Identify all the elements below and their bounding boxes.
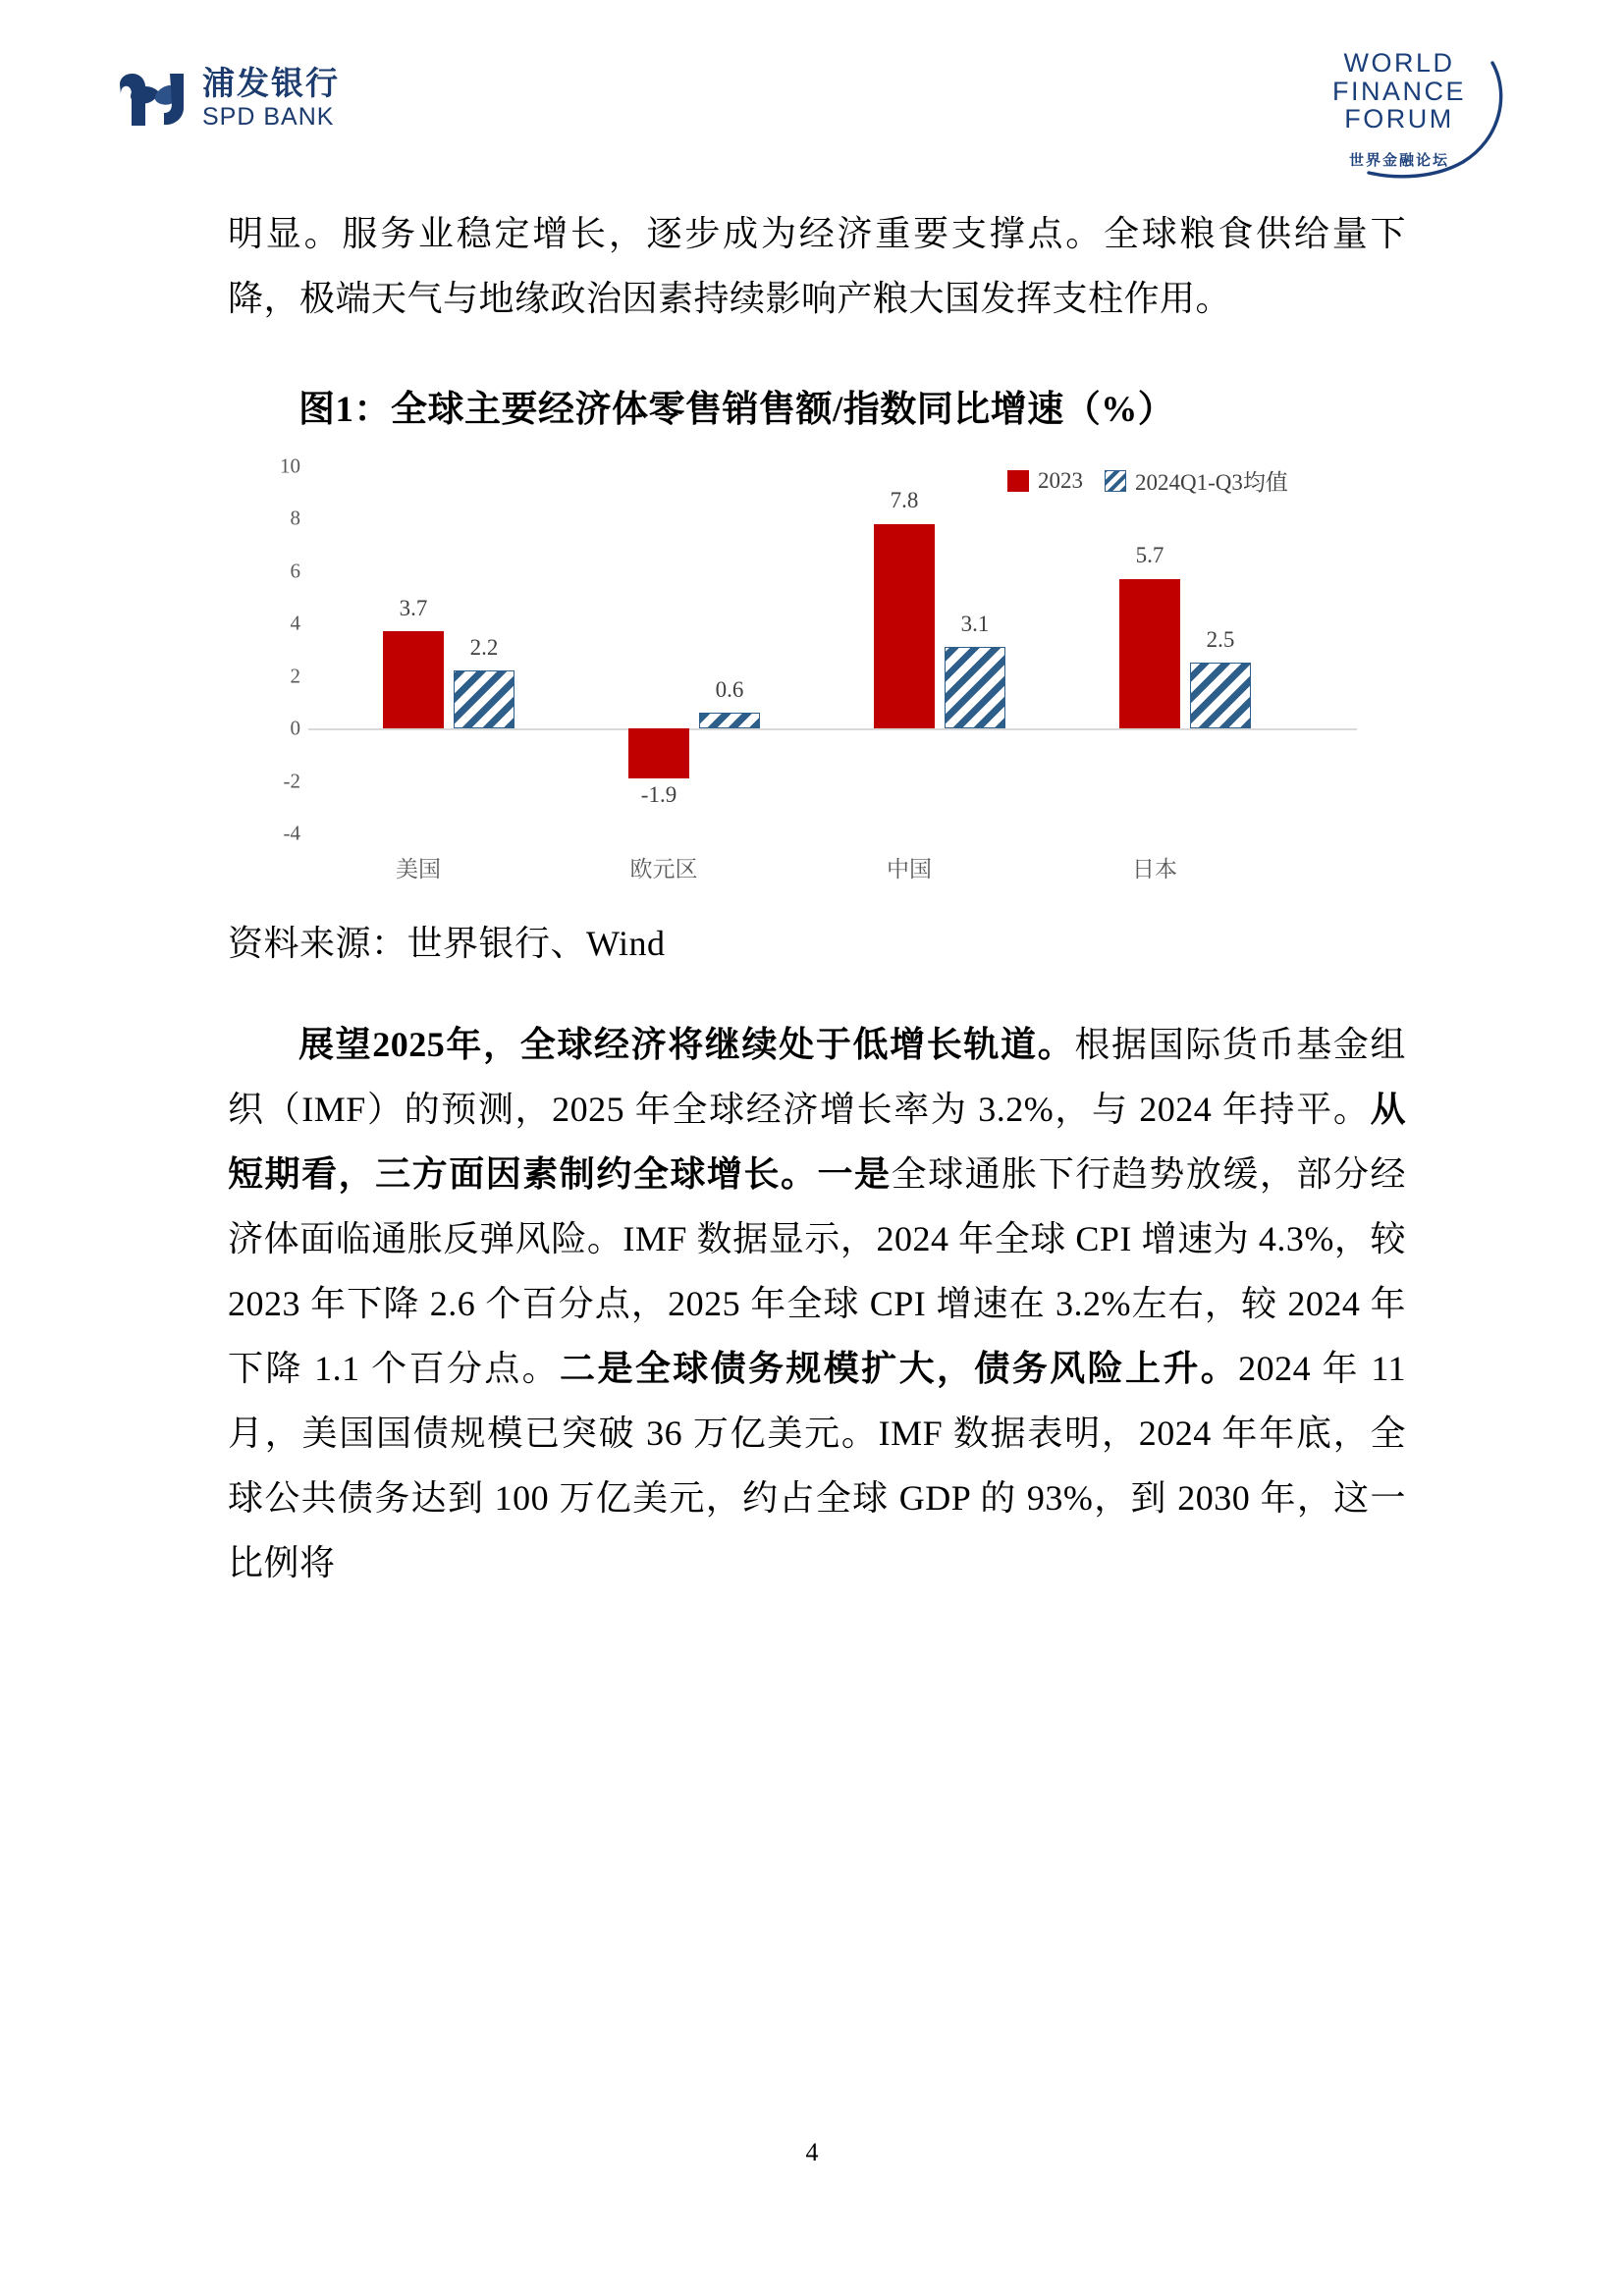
bar-japan-2024 <box>1190 663 1251 728</box>
bar-label-eurozone-2024: 0.6 <box>715 677 744 702</box>
y-tick-neg2: -2 <box>283 769 300 793</box>
y-tick-0: 0 <box>290 716 300 740</box>
chart-group-eurozone <box>573 466 819 881</box>
document-content <box>228 201 1406 1595</box>
page-header <box>0 47 1624 185</box>
spd-bank-english-name: SPD BANK <box>202 103 335 131</box>
bar-eurozone-2024 <box>699 713 760 728</box>
y-tick-4: 4 <box>290 611 300 635</box>
figure-1-chart <box>247 454 1357 881</box>
p2-bold-1: 展望2025年，全球经济将继续处于低增长轨道。 <box>298 1025 1075 1064</box>
paragraph-2 <box>228 1012 1406 1595</box>
y-tick-6: 6 <box>290 559 300 583</box>
spd-bank-chinese-name: 浦发银行 <box>202 65 340 101</box>
cat-label-japan: 日本 <box>1132 857 1177 881</box>
bar-us-2024 <box>454 670 514 728</box>
chart-plot-area <box>308 466 1357 881</box>
y-tick-10: 10 <box>280 454 300 478</box>
world-finance-forum-logo <box>1300 47 1536 180</box>
bar-label-japan-2024: 2.5 <box>1206 627 1235 652</box>
chart-y-axis <box>247 454 300 845</box>
p2-text-2: 全球通胀下行趋势放缓，部分经济体面临通胀反弹风险。IMF 数据显示，2024 年全球 CPI 增速为 4.3%，较 2023 年下降 2.6 个百分点，2025 年全球 CPI 增速在 3.2%左右，较 2024 年下降 1.1 个百分点。 <box>228 1154 1406 1388</box>
bar-label-us-2024: 2.2 <box>469 635 499 660</box>
bar-label-china-2024: 3.1 <box>960 612 990 636</box>
p2-text-1: 根据国际货币基金组织（IMF）的预测，2025 年全球经济增长率为 3.2%，与 2024 年持平。 <box>228 1025 1406 1129</box>
cat-label-eurozone: 欧元区 <box>629 857 698 881</box>
paragraph-2-text <box>228 1012 1406 1595</box>
p2-bold-2: 从短期看，三方面因素制约全球增长。一是 <box>228 1090 1406 1194</box>
p2-text-3: 2024 年 11 月，美国国债规模已突破 36 万亿美元。IMF 数据表明，2024 年年底，全球公共债务达到 100 万亿美元，约占全球 GDP 的 93%，到 2030 年，这一比例将 <box>228 1349 1406 1582</box>
page-number: 4 <box>805 2138 819 2166</box>
paragraph-1: 明显。服务业稳定增长，逐步成为经济重要支撑点。全球粮食供给量下降，极端天气与地缘政治因素持续影响产粮大国发挥支柱作用。 <box>228 214 1406 318</box>
chart-group-china <box>819 466 1064 881</box>
cat-label-china: 中国 <box>887 857 932 881</box>
bar-japan-2023 <box>1119 579 1180 728</box>
spd-bank-logo <box>116 67 340 130</box>
wff-wordmark <box>1306 49 1492 133</box>
y-tick-neg4: -4 <box>283 821 300 845</box>
p2-bold-3: 二是全球债务规模扩大，债务风险上升。 <box>560 1349 1239 1388</box>
y-tick-2: 2 <box>290 664 300 688</box>
wff-line-forum: FORUM <box>1344 104 1454 134</box>
bar-us-2023 <box>383 631 444 728</box>
y-tick-8: 8 <box>290 506 300 530</box>
figure-1-title: 图1：全球主要经济体零售销售额/指数同比增速（%） <box>298 390 1175 430</box>
bar-label-us-2023: 3.7 <box>399 596 428 620</box>
wff-chinese-name: 世界金融论坛 <box>1348 152 1449 169</box>
bar-label-eurozone-2023: -1.9 <box>640 782 677 807</box>
bar-eurozone-2023 <box>628 728 689 778</box>
chart-group-japan <box>1064 466 1310 881</box>
bar-china-2023 <box>874 524 935 729</box>
chart-group-us <box>328 466 573 881</box>
wff-line-finance: FINANCE <box>1331 76 1466 106</box>
legend-label-2023: 2023 <box>1038 467 1083 493</box>
wff-line-world: WORLD <box>1343 48 1455 78</box>
spd-bank-mark-icon <box>116 71 189 130</box>
figure-1-source: 资料来源：世界银行、Wind <box>228 924 666 963</box>
bar-label-japan-2023: 5.7 <box>1135 543 1164 567</box>
cat-label-us: 美国 <box>396 857 441 881</box>
bar-china-2024 <box>945 647 1005 728</box>
bar-label-china-2023: 7.8 <box>890 488 919 512</box>
legend-label-2024: 2024Q1-Q3均值 <box>1135 470 1288 495</box>
